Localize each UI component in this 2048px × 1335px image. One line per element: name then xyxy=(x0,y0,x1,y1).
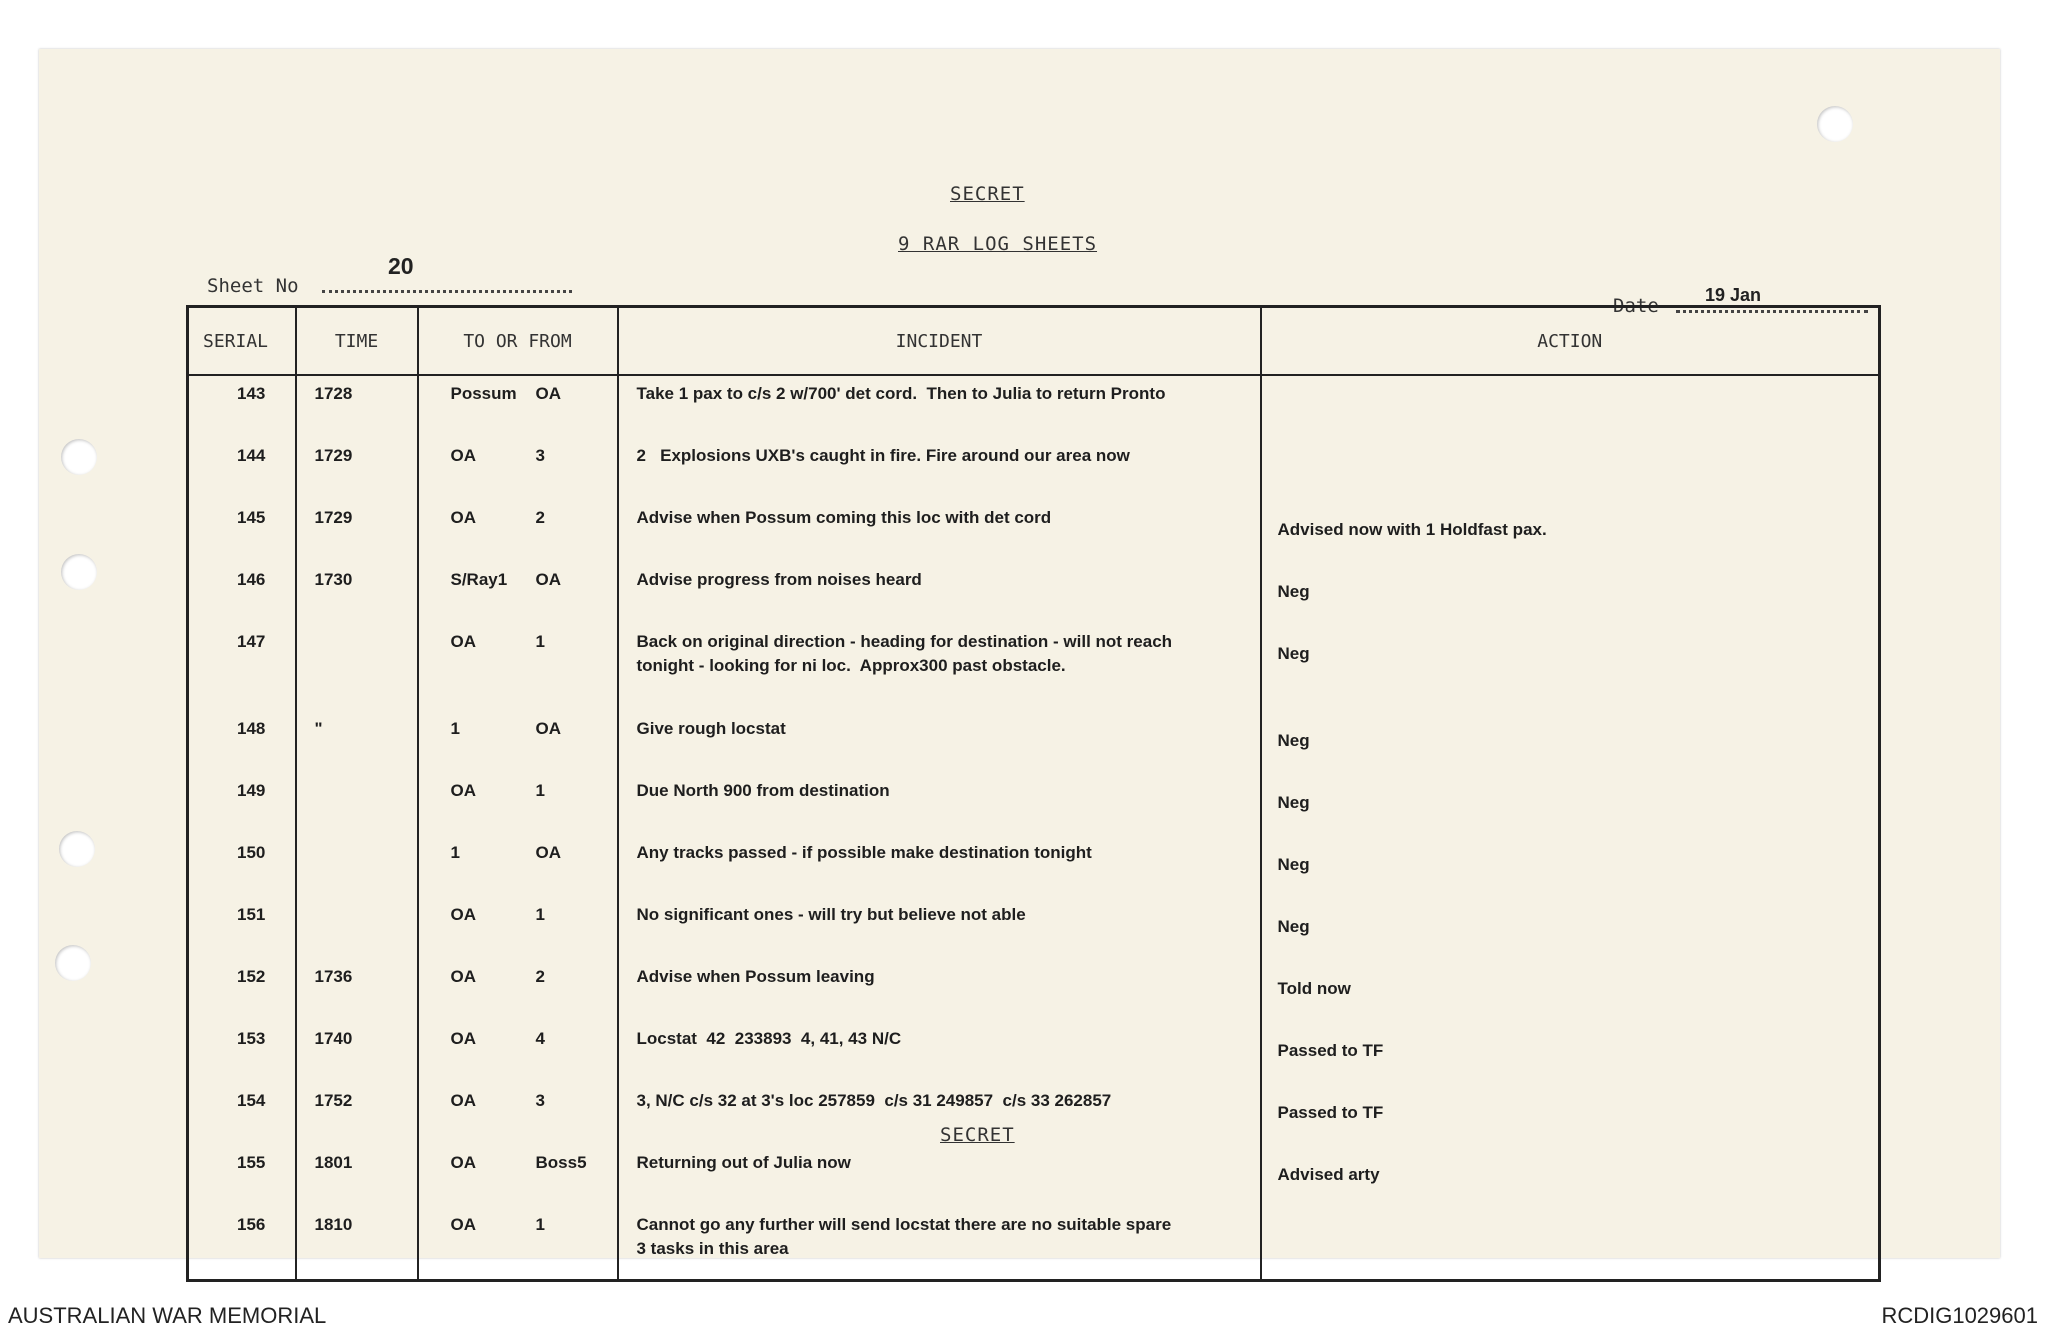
to-value: OA xyxy=(450,781,476,800)
serial-cell: 149 xyxy=(188,773,296,835)
from-value: 1 xyxy=(535,1215,545,1234)
to-value: Possum xyxy=(450,384,517,403)
column-header-incident: INCIDENT xyxy=(618,307,1261,376)
date-label: Date xyxy=(1613,295,1659,317)
column-header-serial: SERIAL xyxy=(188,307,296,376)
action-cell: Neg xyxy=(1261,711,1880,773)
action-cell: Neg xyxy=(1261,897,1880,959)
action-cell: Told now xyxy=(1261,959,1880,1021)
time-cell: 1740 xyxy=(296,1021,418,1083)
serial-cell: 152 xyxy=(188,959,296,1021)
time-cell xyxy=(296,773,418,835)
table-header-row xyxy=(188,307,1880,376)
incident-cell xyxy=(618,1083,1261,1145)
to-value: OA xyxy=(450,1153,476,1172)
to-value: OA xyxy=(450,446,476,465)
time-cell: 1730 xyxy=(296,562,418,624)
from-value: 1 xyxy=(535,905,545,924)
table-row xyxy=(188,773,1880,835)
serial-cell: 155 xyxy=(188,1145,296,1207)
action-cell: Advised now with 1 Holdfast pax. xyxy=(1261,500,1880,562)
from-value: 4 xyxy=(535,1029,545,1048)
from-value: 3 xyxy=(535,1091,545,1110)
to-value: 1 xyxy=(450,843,460,862)
sheet-no-value: 20 xyxy=(388,253,414,279)
archive-reference: RCDIG1029601 xyxy=(1881,1303,2038,1328)
action-cell xyxy=(1261,438,1880,500)
incident-text: Back on original direction - heading for destination - will not reach tonight - looking for ni loc. Approx300 past obstacle. xyxy=(636,632,1173,675)
table-row xyxy=(188,500,1880,562)
from-value: OA xyxy=(535,384,561,403)
incident-cell xyxy=(618,711,1261,773)
incident-text: 2 Explosions UXB's caught in fire. Fire around our area now xyxy=(636,446,1130,465)
table-row xyxy=(188,438,1880,500)
table-row xyxy=(188,562,1880,624)
incident-cell xyxy=(618,375,1261,438)
page-title: 9 RAR LOG SHEETS xyxy=(898,233,1098,255)
incident-text: 3, N/C c/s 32 at 3's loc 257859 c/s 31 249857 c/s 33 262857 xyxy=(636,1091,1112,1110)
from-value: OA xyxy=(535,719,561,738)
punch-hole xyxy=(1817,106,1853,142)
from-value: Boss5 xyxy=(535,1153,587,1172)
serial-cell: 153 xyxy=(188,1021,296,1083)
column-header-to-or-from: TO OR FROM xyxy=(418,307,618,376)
incident-cell xyxy=(618,1145,1261,1207)
action-cell: Neg xyxy=(1261,773,1880,835)
table-row xyxy=(188,375,1880,438)
to-from-cell xyxy=(418,897,618,959)
table-row xyxy=(188,1207,1880,1281)
incident-cell xyxy=(618,773,1261,835)
serial-cell: 150 xyxy=(188,835,296,897)
from-value: 2 xyxy=(535,508,545,527)
to-from-cell xyxy=(418,500,618,562)
to-value: OA xyxy=(450,1029,476,1048)
table-row xyxy=(188,624,1880,711)
from-value: 3 xyxy=(535,446,545,465)
classification-top: SECRET xyxy=(950,183,1025,205)
to-from-cell xyxy=(418,835,618,897)
serial-cell: 154 xyxy=(188,1083,296,1145)
incident-text: Advise when Possum coming this loc with det cord xyxy=(636,508,1052,527)
to-from-cell xyxy=(418,1207,618,1281)
punch-hole xyxy=(61,439,97,475)
punch-hole xyxy=(61,554,97,590)
incident-text: No significant ones - will try but believe not able xyxy=(636,905,1026,924)
to-from-cell xyxy=(418,711,618,773)
from-value: OA xyxy=(535,570,561,589)
serial-cell: 151 xyxy=(188,897,296,959)
from-value: OA xyxy=(535,843,561,862)
table-row xyxy=(188,1083,1880,1145)
to-from-cell xyxy=(418,562,618,624)
to-from-cell xyxy=(418,1021,618,1083)
to-from-cell xyxy=(418,1083,618,1145)
incident-cell xyxy=(618,959,1261,1021)
table-row xyxy=(188,959,1880,1021)
action-cell: Neg xyxy=(1261,835,1880,897)
incident-text: Locstat 42 233893 4, 41, 43 N/C xyxy=(636,1029,902,1048)
incident-text: Any tracks passed - if possible make destination tonight xyxy=(636,843,1092,862)
incident-text: Cannot go any further will send locstat there are no suitable spare 3 tasks in this area xyxy=(636,1215,1172,1258)
incident-text: Advise progress from noises heard xyxy=(636,570,922,589)
sheet-no-label: Sheet No xyxy=(207,275,299,297)
time-cell: 1729 xyxy=(296,438,418,500)
from-value: 1 xyxy=(535,781,545,800)
serial-cell: 144 xyxy=(188,438,296,500)
table-row xyxy=(188,897,1880,959)
incident-text: Give rough locstat xyxy=(636,719,786,738)
time-cell xyxy=(296,835,418,897)
action-cell: Neg xyxy=(1261,624,1880,711)
time-cell: 1810 xyxy=(296,1207,418,1281)
action-cell: Advised arty xyxy=(1261,1145,1880,1207)
incident-cell xyxy=(618,500,1261,562)
column-header-action: ACTION xyxy=(1261,307,1880,376)
table-row xyxy=(188,1021,1880,1083)
to-value: OA xyxy=(450,1091,476,1110)
table-row xyxy=(188,835,1880,897)
serial-cell: 143 xyxy=(188,375,296,438)
serial-cell: 146 xyxy=(188,562,296,624)
to-from-cell xyxy=(418,438,618,500)
serial-cell: 156 xyxy=(188,1207,296,1281)
table-row xyxy=(188,1145,1880,1207)
to-from-cell xyxy=(418,773,618,835)
incident-cell xyxy=(618,835,1261,897)
action-cell xyxy=(1261,1207,1880,1281)
time-cell: 1752 xyxy=(296,1083,418,1145)
to-value: OA xyxy=(450,632,476,651)
punch-hole xyxy=(59,831,95,867)
incident-cell xyxy=(618,1207,1261,1281)
from-value: 2 xyxy=(535,967,545,986)
incident-text: Due North 900 from destination xyxy=(636,781,890,800)
to-value: OA xyxy=(450,967,476,986)
to-value: 1 xyxy=(450,719,460,738)
incident-cell xyxy=(618,624,1261,711)
serial-cell: 148 xyxy=(188,711,296,773)
log-table xyxy=(186,305,1881,1282)
serial-cell: 147 xyxy=(188,624,296,711)
date-value: 19 Jan xyxy=(1705,285,1762,305)
time-cell: 1801 xyxy=(296,1145,418,1207)
incident-text: Advise when Possum leaving xyxy=(636,967,875,986)
time-cell xyxy=(296,624,418,711)
punch-hole xyxy=(55,945,91,981)
time-cell: 1729 xyxy=(296,500,418,562)
to-from-cell xyxy=(418,624,618,711)
time-cell: 1728 xyxy=(296,375,418,438)
incident-text: Take 1 pax to c/s 2 w/700' det cord. Then to Julia to return Pronto xyxy=(636,384,1166,403)
incident-cell xyxy=(618,562,1261,624)
to-from-cell xyxy=(418,1145,618,1207)
incident-cell xyxy=(618,438,1261,500)
table-row xyxy=(188,711,1880,773)
action-cell: Passed to TF xyxy=(1261,1021,1880,1083)
incident-cell xyxy=(618,897,1261,959)
time-cell: " xyxy=(296,711,418,773)
to-from-cell xyxy=(418,959,618,1021)
to-value: S/Ray1 xyxy=(450,570,508,589)
to-value: OA xyxy=(450,508,476,527)
incident-cell xyxy=(618,1021,1261,1083)
to-from-cell xyxy=(418,375,618,438)
sheet-no-dotted-line xyxy=(322,290,572,293)
serial-cell: 145 xyxy=(188,500,296,562)
to-value: OA xyxy=(450,1215,476,1234)
time-cell xyxy=(296,897,418,959)
action-cell: Neg xyxy=(1261,562,1880,624)
to-value: OA xyxy=(450,905,476,924)
incident-text: Returning out of Julia now xyxy=(636,1153,851,1172)
from-value: 1 xyxy=(535,632,545,651)
time-cell: 1736 xyxy=(296,959,418,1021)
action-cell: Passed to TF xyxy=(1261,1083,1880,1145)
action-cell xyxy=(1261,375,1880,438)
archive-credit: AUSTRALIAN WAR MEMORIAL xyxy=(8,1303,327,1328)
classification-bottom: SECRET xyxy=(940,1124,1015,1146)
column-header-time: TIME xyxy=(296,307,418,376)
